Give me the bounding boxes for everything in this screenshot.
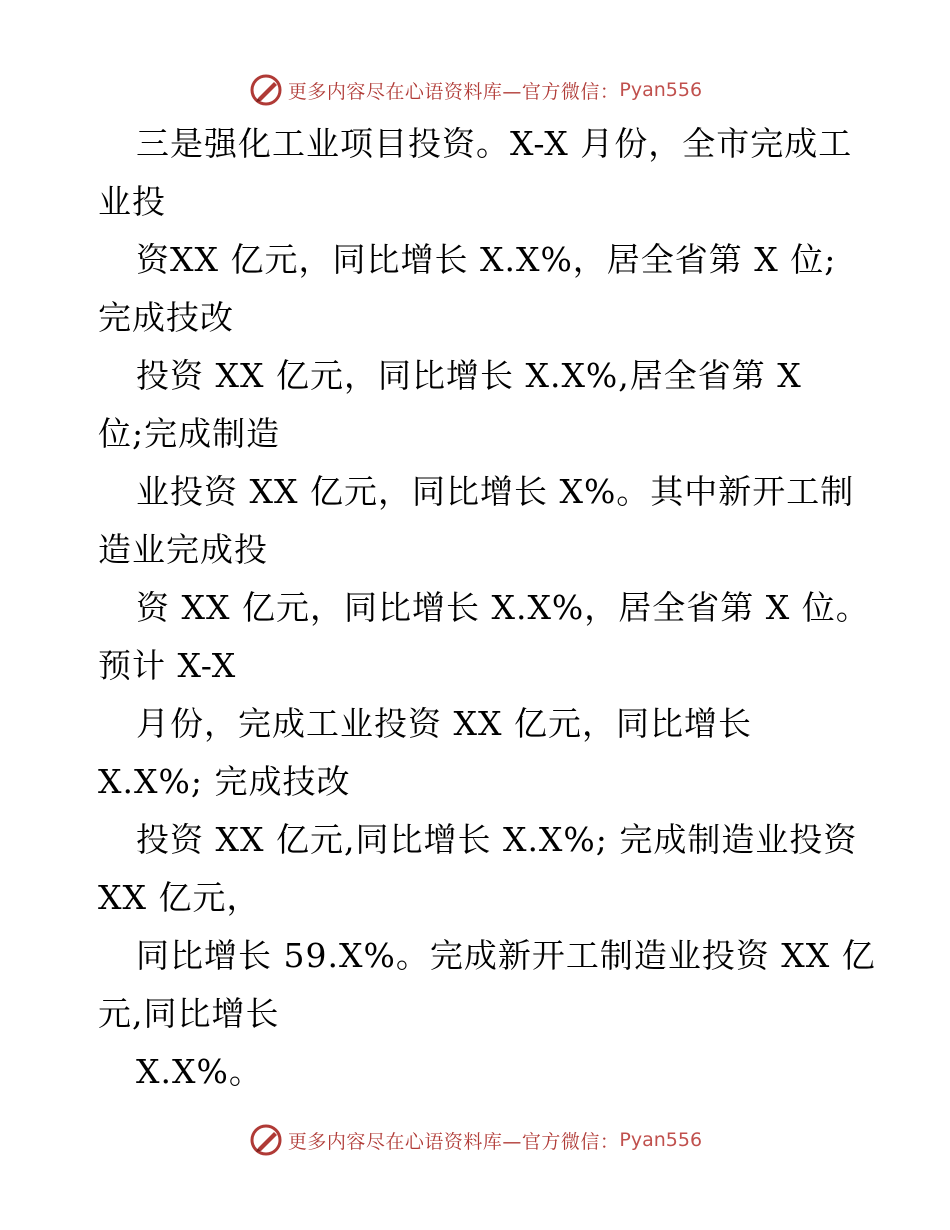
text-line: 元,同比增长 [98, 994, 280, 1033]
watermark-banner-top [0, 70, 950, 110]
text-line: 三是强化工业项目投资。X-X 月份，全市完成工 [136, 124, 853, 163]
banner-text: 更多内容尽在心语资料库—官方微信： [287, 1130, 620, 1153]
text-line: 投资 XX 亿元,同比增长 X.X%; 完成制造业投资 [136, 820, 858, 859]
pen-logo-icon [248, 1122, 284, 1158]
banner-wechat-id: Pyan556 [619, 1129, 703, 1151]
text-line: 位;完成制造 [98, 414, 281, 453]
banner-text: 更多内容尽在心语资料库—官方微信： [287, 80, 620, 103]
text-line: 业投 [98, 182, 166, 221]
text-line: XX 亿元， [98, 878, 261, 917]
text-line: 资 XX 亿元，同比增长 X.X%，居全省第 X 位。 [136, 588, 870, 627]
text-line: 同比增长 59.X%。完成新开工制造业投资 XX 亿 [136, 936, 876, 975]
text-line: 资XX 亿元，同比增长 X.X%，居全省第 X 位; [136, 240, 837, 279]
pen-logo-icon [248, 72, 284, 108]
text-line: 预计 X-X [98, 646, 237, 685]
text-line: 完成技改 [98, 298, 234, 337]
text-line: X.X%; 完成技改 [98, 762, 351, 801]
text-line: X.X%。 [136, 1052, 263, 1091]
text-line: 业投资 XX 亿元，同比增长 X%。其中新开工制 [136, 472, 855, 511]
text-line: 月份，完成工业投资 XX 亿元，同比增长 [136, 704, 752, 743]
watermark-banner-bottom [0, 1120, 950, 1160]
text-line: 投资 XX 亿元，同比增长 X.X%,居全省第 X [136, 356, 802, 395]
banner-wechat-id: Pyan556 [619, 79, 703, 101]
document-body [98, 115, 876, 1101]
text-line: 造业完成投 [98, 530, 268, 569]
